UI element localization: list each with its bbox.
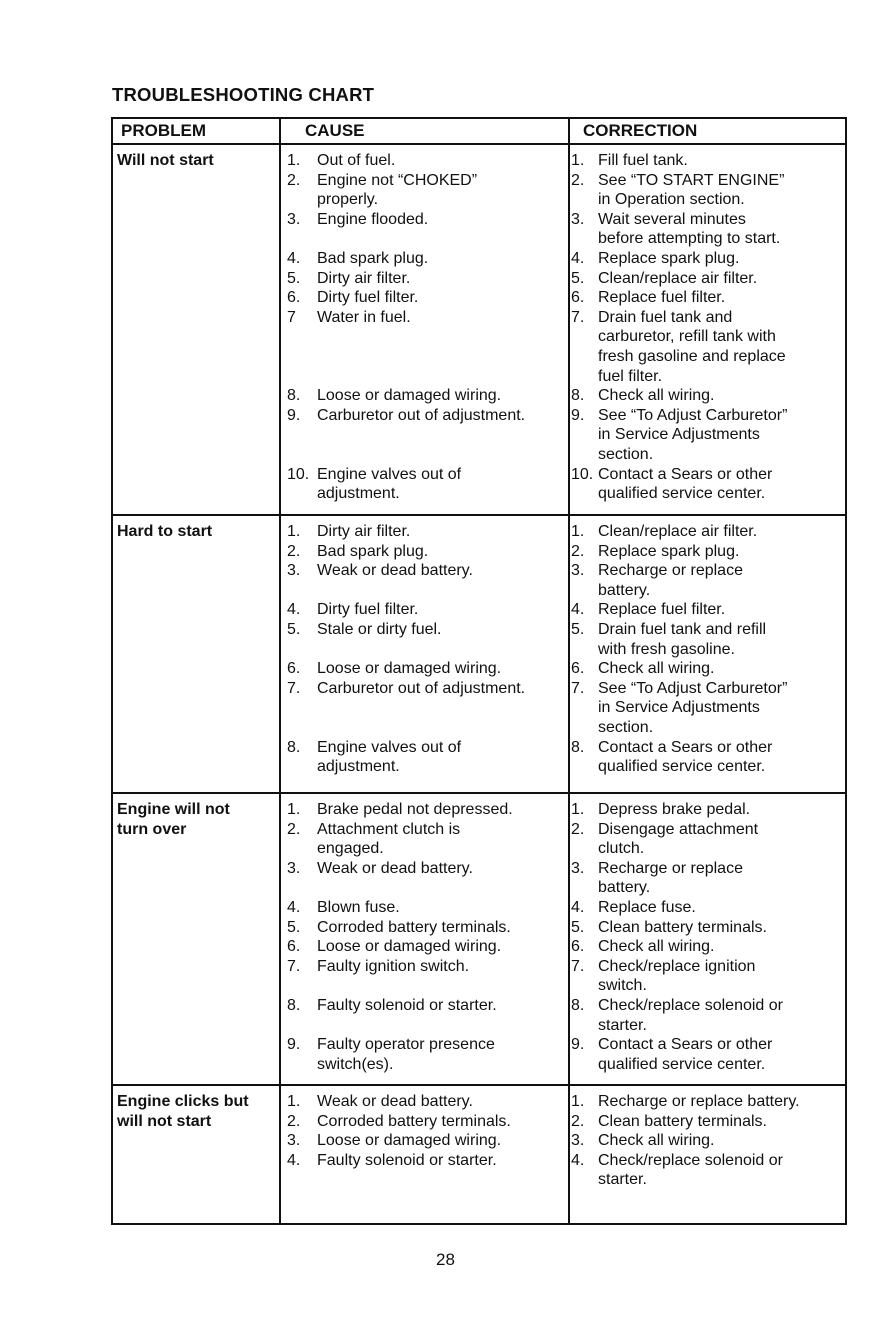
item-number: 6. bbox=[571, 938, 585, 956]
cause-list bbox=[287, 151, 565, 504]
item-text: Replace spark plug. bbox=[598, 542, 740, 560]
cause-item bbox=[287, 800, 565, 820]
cause-item bbox=[287, 406, 565, 465]
cause-item bbox=[287, 151, 565, 171]
item-text: Wait several minutes before attempting to start. bbox=[598, 210, 781, 248]
item-text: Weak or dead battery. bbox=[317, 859, 473, 877]
item-number: 5. bbox=[571, 918, 585, 936]
item-number: 5. bbox=[571, 620, 585, 638]
item-number: 8. bbox=[571, 738, 585, 756]
item-text: Disengage attachment clutch. bbox=[598, 820, 759, 858]
correction-item bbox=[568, 269, 849, 289]
item-number: 3. bbox=[571, 859, 585, 877]
item-text: Faulty solenoid or starter. bbox=[317, 996, 497, 1014]
item-text: Loose or damaged wiring. bbox=[317, 938, 502, 956]
item-text: Drain fuel tank and carburetor, refill tank with fresh gasoline and replace fuel filter. bbox=[598, 308, 786, 385]
item-text: Stale or dirty fuel. bbox=[317, 620, 442, 638]
item-text: See “To Adjust Carburetor” in Service Adjustments section. bbox=[598, 406, 788, 463]
correction-item bbox=[568, 249, 849, 269]
item-number: 4. bbox=[571, 1151, 585, 1169]
problem-cell: Engine clicks but will not start bbox=[117, 1093, 249, 1130]
item-text: Depress brake pedal. bbox=[598, 801, 751, 818]
item-number: 2. bbox=[571, 820, 585, 838]
item-text: Engine flooded. bbox=[317, 210, 429, 228]
item-text: Blown fuse. bbox=[317, 898, 400, 916]
item-number: 9. bbox=[287, 406, 301, 424]
cause-item bbox=[287, 1151, 565, 1171]
cause-item bbox=[287, 288, 565, 308]
item-number: 6. bbox=[571, 289, 585, 307]
correction-item bbox=[568, 561, 849, 600]
item-number: 6. bbox=[287, 938, 301, 956]
item-text: Corroded battery terminals. bbox=[317, 918, 511, 936]
item-text: Clean/replace air filter. bbox=[598, 523, 758, 540]
item-text: Recharge or replace battery. bbox=[598, 562, 743, 599]
item-number: 2. bbox=[287, 820, 301, 838]
item-number: 4. bbox=[287, 601, 301, 619]
troubleshooting-table bbox=[111, 117, 847, 1225]
correction-item bbox=[568, 898, 849, 918]
item-text: Clean battery terminals. bbox=[598, 1112, 767, 1130]
item-text: Check all wiring. bbox=[598, 938, 715, 956]
problem-cell: Engine will not turn over bbox=[117, 801, 230, 838]
cause-item bbox=[287, 600, 565, 620]
row-divider bbox=[113, 792, 845, 794]
item-text: Clean battery terminals. bbox=[598, 918, 767, 936]
item-number: 5. bbox=[571, 269, 585, 287]
item-text: Replace fuel filter. bbox=[598, 601, 726, 619]
item-text: Drain fuel tank and refill with fresh gasoline. bbox=[598, 620, 767, 658]
cause-item bbox=[287, 1112, 565, 1132]
cause-item bbox=[287, 171, 565, 210]
correction-item bbox=[568, 308, 849, 386]
correction-item bbox=[568, 957, 849, 996]
item-number: 7 bbox=[287, 308, 296, 326]
item-text: Bad spark plug. bbox=[317, 542, 429, 560]
item-number: 1. bbox=[571, 152, 585, 169]
item-text: Brake pedal not depressed. bbox=[317, 801, 513, 818]
item-number: 4. bbox=[287, 1151, 301, 1169]
item-number: 7. bbox=[571, 957, 585, 975]
item-number: 7. bbox=[287, 957, 301, 975]
item-number: 2. bbox=[287, 542, 301, 560]
item-number: 8. bbox=[287, 387, 301, 405]
row-divider bbox=[113, 1084, 845, 1086]
item-text: Dirty fuel filter. bbox=[317, 289, 419, 307]
correction-item bbox=[568, 679, 849, 738]
item-number: 9. bbox=[287, 1036, 301, 1054]
item-number: 3. bbox=[287, 1132, 301, 1150]
item-number: 2. bbox=[287, 171, 301, 189]
item-text: Recharge or replace battery. bbox=[598, 859, 743, 897]
item-text: Faulty solenoid or starter. bbox=[317, 1151, 497, 1169]
correction-item bbox=[568, 1035, 849, 1074]
cause-item bbox=[287, 249, 565, 269]
problem-cell: Will not start bbox=[117, 152, 214, 169]
item-text: Replace fuel filter. bbox=[598, 289, 726, 307]
item-number: 8. bbox=[287, 738, 301, 756]
item-text: Loose or damaged wiring. bbox=[317, 1132, 502, 1150]
correction-item bbox=[568, 386, 849, 406]
item-number: 3. bbox=[571, 1132, 585, 1150]
correction-item bbox=[568, 996, 849, 1035]
item-number: 5. bbox=[287, 269, 301, 287]
item-text: Clean/replace air filter. bbox=[598, 269, 758, 287]
item-number: 2. bbox=[571, 1112, 585, 1130]
item-text: Replace fuse. bbox=[598, 898, 696, 916]
item-number: 3. bbox=[287, 859, 301, 877]
item-number: 3. bbox=[287, 562, 301, 580]
item-number: 7. bbox=[287, 679, 301, 697]
cause-item bbox=[287, 659, 565, 679]
correction-list bbox=[568, 151, 849, 504]
header-correction: CORRECTION bbox=[583, 121, 698, 140]
item-text: Contact a Sears or other qualified service center. bbox=[598, 1036, 773, 1073]
item-text: Check all wiring. bbox=[598, 1132, 715, 1150]
item-text: Check/replace solenoid or starter. bbox=[598, 1151, 783, 1189]
item-text: Recharge or replace battery. bbox=[598, 1093, 800, 1110]
item-number: 1. bbox=[571, 1093, 585, 1110]
correction-item bbox=[568, 820, 849, 859]
item-text: Weak or dead battery. bbox=[317, 1093, 473, 1110]
item-text: Engine valves out of adjustment. bbox=[317, 465, 462, 503]
correction-item bbox=[568, 542, 849, 562]
cause-item bbox=[287, 561, 565, 600]
item-text: Check all wiring. bbox=[598, 660, 715, 678]
item-text: Dirty air filter. bbox=[317, 523, 411, 540]
item-text: Check/replace solenoid or starter. bbox=[598, 996, 783, 1034]
correction-item bbox=[568, 738, 849, 777]
cause-item bbox=[287, 210, 565, 249]
correction-item bbox=[568, 659, 849, 679]
item-text: See “TO START ENGINE” in Operation section. bbox=[598, 171, 785, 209]
item-number: 10. bbox=[571, 465, 594, 483]
item-number: 1. bbox=[287, 523, 301, 540]
page-title: TROUBLESHOOTING CHART bbox=[112, 84, 375, 105]
correction-item bbox=[568, 522, 849, 542]
cause-item bbox=[287, 898, 565, 918]
correction-list bbox=[568, 800, 849, 1074]
cause-list bbox=[287, 1092, 565, 1170]
item-text: Loose or damaged wiring. bbox=[317, 660, 502, 678]
item-text: Attachment clutch is engaged. bbox=[317, 820, 461, 858]
cause-item bbox=[287, 679, 565, 738]
correction-item bbox=[568, 800, 849, 820]
item-number: 8. bbox=[287, 996, 301, 1014]
correction-list bbox=[568, 1092, 849, 1190]
item-text: Check all wiring. bbox=[598, 387, 715, 405]
correction-item bbox=[568, 859, 849, 898]
item-number: 10. bbox=[287, 465, 310, 483]
item-number: 4. bbox=[571, 601, 585, 619]
item-number: 9. bbox=[571, 406, 585, 424]
item-number: 1. bbox=[571, 801, 585, 818]
item-text: Faulty operator presence switch(es). bbox=[317, 1036, 495, 1073]
header-cause: CAUSE bbox=[305, 121, 365, 140]
item-number: 1. bbox=[287, 152, 301, 169]
item-text: Water in fuel. bbox=[317, 308, 411, 326]
correction-item bbox=[568, 600, 849, 620]
cause-item bbox=[287, 820, 565, 859]
cause-item bbox=[287, 937, 565, 957]
cause-item bbox=[287, 522, 565, 542]
item-text: Check/replace ignition switch. bbox=[598, 957, 756, 995]
cause-item bbox=[287, 1092, 565, 1112]
header-problem: PROBLEM bbox=[121, 121, 206, 140]
item-text: Fill fuel tank. bbox=[598, 152, 688, 169]
cause-item bbox=[287, 308, 565, 386]
item-number: 4. bbox=[287, 249, 301, 267]
item-text: Bad spark plug. bbox=[317, 249, 429, 267]
item-text: Dirty fuel filter. bbox=[317, 601, 419, 619]
correction-list bbox=[568, 522, 849, 777]
item-number: 4. bbox=[571, 249, 585, 267]
correction-item bbox=[568, 1151, 849, 1190]
item-number: 1. bbox=[571, 523, 585, 540]
correction-item bbox=[568, 406, 849, 465]
item-number: 8. bbox=[571, 387, 585, 405]
cause-item bbox=[287, 859, 565, 898]
item-text: Dirty air filter. bbox=[317, 269, 411, 287]
correction-item bbox=[568, 918, 849, 938]
item-number: 3. bbox=[571, 562, 585, 580]
item-number: 6. bbox=[571, 660, 585, 678]
item-number: 9. bbox=[571, 1036, 585, 1054]
row-divider bbox=[113, 514, 845, 516]
item-text: Out of fuel. bbox=[317, 152, 396, 169]
item-number: 4. bbox=[571, 898, 585, 916]
item-text: Weak or dead battery. bbox=[317, 562, 473, 580]
item-text: Engine not “CHOKED” properly. bbox=[317, 171, 478, 209]
correction-item bbox=[568, 937, 849, 957]
cause-item bbox=[287, 1131, 565, 1151]
item-number: 7. bbox=[571, 679, 585, 697]
cause-item bbox=[287, 1035, 565, 1074]
correction-item bbox=[568, 151, 849, 171]
cause-item bbox=[287, 620, 565, 659]
cause-item bbox=[287, 996, 565, 1035]
row-divider bbox=[113, 143, 845, 145]
correction-item bbox=[568, 465, 849, 504]
cause-item bbox=[287, 918, 565, 938]
cause-item bbox=[287, 386, 565, 406]
item-text: See “To Adjust Carburetor” in Service Adjustments section. bbox=[598, 679, 788, 736]
item-text: Replace spark plug. bbox=[598, 249, 740, 267]
item-number: 7. bbox=[571, 308, 585, 326]
item-number: 1. bbox=[287, 1093, 301, 1110]
item-text: Contact a Sears or other qualified service center. bbox=[598, 465, 773, 503]
item-text: Carburetor out of adjustment. bbox=[317, 679, 526, 697]
item-number: 6. bbox=[287, 660, 301, 678]
correction-item bbox=[568, 171, 849, 210]
item-number: 3. bbox=[571, 210, 585, 228]
cause-item bbox=[287, 269, 565, 289]
item-text: Carburetor out of adjustment. bbox=[317, 406, 526, 424]
cause-item bbox=[287, 957, 565, 996]
item-text: Loose or damaged wiring. bbox=[317, 387, 502, 405]
item-text: Faulty ignition switch. bbox=[317, 957, 470, 975]
cause-item bbox=[287, 465, 565, 504]
correction-item bbox=[568, 210, 849, 249]
cause-list bbox=[287, 800, 565, 1074]
item-number: 3. bbox=[287, 210, 301, 228]
cause-item bbox=[287, 738, 565, 777]
correction-item bbox=[568, 1092, 849, 1112]
problem-cell: Hard to start bbox=[117, 523, 213, 540]
item-number: 1. bbox=[287, 801, 301, 818]
cause-item bbox=[287, 542, 565, 562]
page-number: 28 bbox=[436, 1250, 455, 1269]
correction-item bbox=[568, 620, 849, 659]
item-number: 5. bbox=[287, 620, 301, 638]
item-number: 2. bbox=[287, 1112, 301, 1130]
column-divider bbox=[279, 119, 281, 1223]
item-text: Engine valves out of adjustment. bbox=[317, 738, 462, 776]
item-number: 6. bbox=[287, 289, 301, 307]
item-number: 5. bbox=[287, 918, 301, 936]
item-number: 2. bbox=[571, 171, 585, 189]
cause-list bbox=[287, 522, 565, 777]
correction-item bbox=[568, 288, 849, 308]
item-number: 2. bbox=[571, 542, 585, 560]
item-text: Corroded battery terminals. bbox=[317, 1112, 511, 1130]
correction-item bbox=[568, 1131, 849, 1151]
item-number: 4. bbox=[287, 898, 301, 916]
correction-item bbox=[568, 1112, 849, 1132]
item-number: 8. bbox=[571, 996, 585, 1014]
item-text: Contact a Sears or other qualified service center. bbox=[598, 738, 773, 776]
